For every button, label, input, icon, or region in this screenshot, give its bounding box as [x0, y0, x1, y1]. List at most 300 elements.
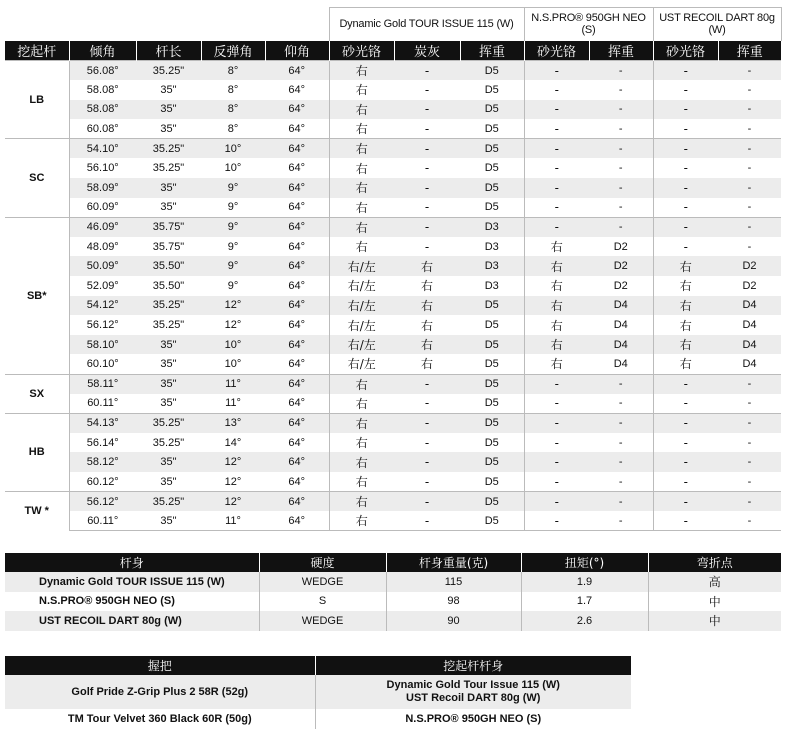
spec-row [5, 433, 781, 453]
spec-cell: 35" [160, 83, 177, 96]
spec-cell: 56.14° [86, 436, 119, 449]
spec-cell: 35" [160, 201, 177, 214]
spec-cell: 60.10° [86, 357, 119, 370]
spec-cell: 64° [265, 492, 329, 512]
spec-cell: - [747, 240, 752, 253]
spec-cell: - [718, 217, 781, 237]
spec-cell: 64° [265, 100, 329, 120]
spec-cell: - [589, 61, 653, 81]
column-header: 挖起杆 [5, 41, 69, 61]
spec-cell: 右 [679, 357, 692, 372]
spec-cell: D3 [460, 237, 524, 257]
spec-cell: D4 [742, 357, 757, 370]
spec-cell: 35.25" [136, 61, 201, 81]
spec-cell: D4 [589, 354, 653, 374]
spec-cell: 58.08° [69, 100, 136, 120]
spec-row [5, 61, 781, 81]
spec-cell: D5 [460, 433, 524, 453]
grip-shafts [315, 675, 631, 709]
spec-cell: - [589, 139, 653, 159]
spec-cell: 64° [265, 433, 329, 453]
spec-cell: 13° [201, 413, 265, 433]
spec-cell: - [747, 397, 752, 410]
spec-cell: 右 [550, 279, 563, 294]
column-header-row [5, 41, 781, 61]
shaft-name: Dynamic Gold TOUR ISSUE 115 (W) [5, 572, 259, 592]
spec-cell: 12° [224, 319, 242, 332]
shaft-table-header-row [5, 553, 781, 572]
spec-cell: - [524, 413, 589, 433]
spec-cell: 右 [329, 374, 394, 394]
spec-table-body [5, 61, 781, 531]
shaft-value: 1.9 [521, 572, 648, 592]
model-name: SB* [5, 217, 69, 374]
spec-cell: - [424, 121, 430, 136]
spec-cell: 9° [227, 201, 239, 214]
spec-cell: D5 [460, 354, 524, 374]
shaft-table-header: 杆身重量(克) [386, 553, 521, 572]
spec-cell: - [747, 436, 752, 449]
spec-row [5, 198, 781, 218]
spec-cell: 58.09° [69, 178, 136, 198]
column-header: 挥重 [589, 41, 653, 61]
grip-table-header-row [5, 656, 631, 675]
spec-cell: - [683, 474, 688, 489]
spec-cell: - [653, 452, 718, 472]
spec-cell: 64° [265, 237, 329, 257]
grip-header: 握把 [5, 656, 315, 675]
spec-cell: D3 [460, 276, 524, 296]
spec-cell: 右 [355, 161, 368, 176]
spec-cell: - [718, 100, 781, 120]
spec-cell: 10° [224, 357, 242, 370]
spec-cell: 35.75" [136, 217, 201, 237]
shaft-value: 90 [386, 611, 521, 631]
spec-cell: 右 [329, 61, 394, 81]
shaft-value: WEDGE [259, 611, 386, 631]
shaft-value: WEDGE [259, 572, 386, 592]
spec-cell: D4 [589, 335, 653, 355]
model-name: SC [5, 139, 69, 217]
spec-cell: D5 [460, 158, 524, 178]
spec-cell: D4 [742, 319, 757, 332]
spec-cell: - [653, 511, 718, 531]
shaft-spec-table [5, 553, 781, 631]
spec-row [5, 394, 781, 414]
spec-cell: 58.10° [69, 335, 136, 355]
spec-cell: D5 [460, 61, 524, 81]
spec-cell: D5 [460, 178, 524, 198]
spec-cell: 右 [355, 240, 368, 255]
spec-cell: - [554, 435, 559, 450]
spec-cell: 12° [201, 492, 265, 512]
spec-cell: 35.25" [152, 319, 185, 332]
spec-row [5, 413, 781, 433]
spec-row [5, 256, 781, 276]
model-name: HB [5, 413, 69, 491]
spec-cell: - [394, 511, 460, 531]
spec-cell: - [718, 413, 781, 433]
spec-cell: - [589, 178, 653, 198]
spec-cell: 右 [420, 357, 433, 372]
spec-cell: 64° [265, 452, 329, 472]
spec-cell: - [718, 139, 781, 159]
spec-cell: D2 [589, 276, 653, 296]
shaft-value: 中 [648, 611, 781, 631]
spec-cell: - [554, 474, 559, 489]
column-header: 挥重 [718, 41, 781, 61]
spec-cell: 8° [227, 83, 239, 96]
spec-cell: 右 [420, 318, 433, 333]
spec-cell: 56.12° [69, 492, 136, 512]
spec-cell: - [589, 198, 653, 218]
spec-cell: 8° [201, 100, 265, 120]
spec-cell: 35" [136, 374, 201, 394]
spec-row [5, 354, 781, 374]
grip-row [5, 675, 631, 709]
spec-cell: - [524, 178, 589, 198]
spec-cell: - [554, 82, 559, 97]
spec-cell: D3 [460, 256, 524, 276]
spec-cell: - [394, 452, 460, 472]
spec-cell: 64° [265, 198, 329, 218]
shaft-table-header: 扭矩(°) [521, 553, 648, 572]
spec-cell: - [424, 239, 430, 254]
spec-cell: - [683, 161, 688, 176]
spec-cell: - [747, 122, 752, 135]
column-header: 砂光铬 [329, 41, 394, 61]
spec-cell: 9° [201, 178, 265, 198]
spec-cell: D4 [718, 296, 781, 316]
shaft-value: 高 [648, 572, 781, 592]
spec-cell: 右 [524, 335, 589, 355]
spec-cell: 右 [355, 436, 368, 451]
spec-cell: - [589, 472, 653, 492]
spec-cell: - [683, 239, 688, 254]
shaft-header-ns-pro: N.S.PRO® 950GH NEO (S) [524, 8, 653, 41]
shaft-name: UST RECOIL DART 80g (W) [5, 611, 259, 631]
spec-cell: 10° [201, 335, 265, 355]
spec-cell: 右/左 [329, 335, 394, 355]
column-header: 倾角 [69, 41, 136, 61]
spec-cell: - [683, 396, 688, 411]
spec-cell: - [718, 511, 781, 531]
spec-cell: - [653, 61, 718, 81]
spec-cell: - [394, 217, 460, 237]
shaft-table-body [5, 572, 781, 631]
spec-cell: D4 [589, 296, 653, 316]
spec-cell: - [653, 374, 718, 394]
spec-cell: 56.08° [69, 61, 136, 81]
shaft-name: N.S.PRO® 950GH NEO (S) [5, 592, 259, 612]
spec-cell: D5 [460, 315, 524, 335]
spec-cell: 52.09° [86, 279, 119, 292]
shaft-table-header: 硬度 [259, 553, 386, 572]
spec-cell: D3 [460, 217, 524, 237]
spec-row [5, 139, 781, 159]
spec-cell: 右/左 [329, 256, 394, 276]
spec-row [5, 335, 781, 355]
spec-cell: - [653, 492, 718, 512]
spec-cell: D5 [460, 374, 524, 394]
spec-cell: - [589, 217, 653, 237]
spec-cell: 54.10° [69, 139, 136, 159]
spec-cell: - [683, 435, 688, 450]
spec-cell: 右/左 [347, 318, 376, 333]
spec-cell: - [524, 511, 589, 531]
spec-cell: 64° [265, 217, 329, 237]
spec-cell: 右 [420, 279, 433, 294]
shaft-header-row [5, 8, 781, 41]
spec-cell: 50.09° [69, 256, 136, 276]
spec-cell: 60.11° [87, 397, 119, 410]
spec-cell: 右 [355, 83, 368, 98]
spec-row [5, 100, 781, 120]
spec-cell: 10° [224, 162, 242, 175]
spec-cell: D4 [589, 315, 653, 335]
spec-cell: 64° [265, 158, 329, 178]
spec-cell: 右 [329, 178, 394, 198]
shaft-value: 115 [386, 572, 521, 592]
spec-cell: 64° [265, 315, 329, 335]
spec-cell: 右 [355, 122, 368, 137]
spec-cell: 右 [329, 100, 394, 120]
spec-cell: 右 [679, 318, 692, 333]
spec-cell: 64° [265, 374, 329, 394]
spec-cell: - [653, 413, 718, 433]
shaft-row [5, 572, 781, 592]
spec-cell: - [554, 161, 559, 176]
spec-cell: 35.25" [136, 296, 201, 316]
spec-row [5, 158, 781, 178]
spec-cell: - [653, 217, 718, 237]
spec-cell: - [394, 139, 460, 159]
spec-cell: D5 [460, 511, 524, 531]
spec-cell: - [683, 200, 688, 215]
shaft-header-ust-recoil: UST RECOIL DART 80g (W) [653, 8, 781, 41]
spec-cell: 右 [394, 335, 460, 355]
column-header: 砂光铬 [653, 41, 718, 61]
spec-cell: - [524, 217, 589, 237]
spec-cell: 9° [227, 279, 239, 292]
grip-shaft-name: Dynamic Gold Tour Issue 115 (W) [386, 679, 560, 691]
spec-cell: 右 [394, 256, 460, 276]
spec-cell: 35" [136, 178, 201, 198]
spec-cell: - [524, 374, 589, 394]
spec-cell: - [424, 396, 430, 411]
spec-row [5, 315, 781, 335]
spec-cell: 右 [329, 217, 394, 237]
spec-cell: 右/左 [347, 357, 376, 372]
spec-cell: 右 [355, 396, 368, 411]
spec-cell: D2 [718, 256, 781, 276]
spec-cell: - [589, 492, 653, 512]
spec-cell: - [424, 82, 430, 97]
spec-cell: 11° [201, 374, 265, 394]
grip-name: TM Tour Velvet 360 Black 60R (50g) [5, 709, 315, 729]
spec-cell: 8° [227, 122, 239, 135]
spec-cell: - [554, 121, 559, 136]
spec-cell: D5 [460, 100, 524, 120]
spec-cell: 右/左 [329, 296, 394, 316]
spec-row [5, 452, 781, 472]
spec-cell: 35.75" [152, 240, 185, 253]
spec-cell: - [394, 61, 460, 81]
spec-cell: 54.12° [69, 296, 136, 316]
spec-cell: D2 [589, 237, 653, 257]
column-header: 杆长 [136, 41, 201, 61]
spec-cell: - [524, 492, 589, 512]
spec-cell: 右 [394, 296, 460, 316]
spec-cell: - [653, 100, 718, 120]
spec-cell: 56.12° [86, 319, 119, 332]
shaft-row [5, 611, 781, 631]
spec-cell: 12° [201, 452, 265, 472]
spec-cell: - [394, 100, 460, 120]
spec-cell: 35.50" [152, 279, 185, 292]
spec-cell: 右 [524, 256, 589, 276]
spec-cell: 64° [265, 511, 329, 531]
spec-cell: 35" [136, 100, 201, 120]
spec-cell: 右 [653, 256, 718, 276]
shaft-row [5, 592, 781, 612]
spec-cell: 右 [329, 139, 394, 159]
column-header: 挥重 [460, 41, 524, 61]
spec-cell: D5 [460, 335, 524, 355]
spec-cell: - [424, 435, 430, 450]
spec-cell: 右 [524, 296, 589, 316]
spec-cell: - [589, 80, 653, 100]
spec-cell: - [589, 119, 653, 139]
spec-row [5, 237, 781, 257]
spec-cell: - [589, 394, 653, 414]
shaft-value: 2.6 [521, 611, 648, 631]
spec-cell: - [524, 452, 589, 472]
spec-cell: 60.09° [86, 201, 119, 214]
spec-cell: 35.25" [136, 413, 201, 433]
spec-cell: - [718, 452, 781, 472]
spec-cell: - [589, 100, 653, 120]
spec-cell: - [718, 492, 781, 512]
spec-cell: - [747, 83, 752, 96]
spec-row [5, 296, 781, 316]
spec-cell: - [589, 374, 653, 394]
spec-row [5, 217, 781, 237]
spec-cell: 右 [355, 200, 368, 215]
spec-cell: 58.11° [69, 374, 136, 394]
spec-cell: 58.12° [69, 452, 136, 472]
spec-cell: 35" [136, 335, 201, 355]
spec-cell: 64° [265, 139, 329, 159]
spec-cell: - [524, 100, 589, 120]
spec-cell: - [747, 475, 752, 488]
spec-row [5, 472, 781, 492]
spec-cell: 11° [225, 397, 241, 410]
spec-cell: - [524, 139, 589, 159]
model-name: TW * [5, 492, 69, 531]
spec-cell: 64° [265, 335, 329, 355]
shaft-table-header: 杆身 [5, 553, 259, 572]
spec-cell: 48.09° [86, 240, 119, 253]
spec-cell: - [424, 161, 430, 176]
spec-cell: 右 [329, 413, 394, 433]
column-header: 炭灰 [394, 41, 460, 61]
spec-cell: - [653, 178, 718, 198]
spec-cell: 46.09° [69, 217, 136, 237]
spec-cell: - [589, 158, 653, 178]
spec-cell: D5 [460, 413, 524, 433]
spec-cell: - [683, 82, 688, 97]
shaft-value: 1.7 [521, 592, 648, 612]
spec-cell: - [589, 433, 653, 453]
spec-cell: 10° [201, 139, 265, 159]
spec-cell: 56.10° [86, 162, 119, 175]
grip-shaft-name: UST Recoil DART 80g (W) [406, 692, 541, 704]
spec-cell: - [718, 61, 781, 81]
spec-cell: 60.08° [86, 122, 119, 135]
spec-cell: 35.50" [136, 256, 201, 276]
spec-cell: 64° [265, 276, 329, 296]
spec-cell: - [394, 413, 460, 433]
spec-cell: - [747, 162, 752, 175]
spec-cell: 64° [265, 119, 329, 139]
spec-cell: 右 [653, 335, 718, 355]
spec-cell: D5 [460, 119, 524, 139]
spec-cell: 60.12° [86, 475, 119, 488]
spec-cell: - [394, 492, 460, 512]
spec-cell: - [589, 452, 653, 472]
spec-cell: 35" [136, 452, 201, 472]
spec-cell: - [683, 121, 688, 136]
spec-cell: 右 [329, 492, 394, 512]
spec-cell: 35.25" [152, 436, 185, 449]
spec-cell: D5 [460, 452, 524, 472]
wedge-shaft-header: 挖起杆杆身 [315, 656, 631, 675]
spec-cell: 右 [679, 279, 692, 294]
grip-shaft-name: N.S.PRO® 950GH NEO (S) [405, 712, 542, 725]
spec-cell: 60.11° [69, 511, 136, 531]
spec-cell: 8° [201, 61, 265, 81]
spec-cell: D5 [460, 80, 524, 100]
spec-cell: - [589, 413, 653, 433]
spec-cell: - [554, 396, 559, 411]
spec-cell: 35.25" [136, 139, 201, 159]
spec-cell: - [718, 374, 781, 394]
spec-cell: 右 [550, 318, 563, 333]
spec-cell: - [524, 61, 589, 81]
spec-cell: 12° [201, 296, 265, 316]
spec-cell: - [554, 200, 559, 215]
shaft-table-header: 弯折点 [648, 553, 781, 572]
spec-cell: 右 [329, 452, 394, 472]
shaft-value: 中 [708, 594, 721, 609]
spec-cell: 64° [265, 354, 329, 374]
spec-cell: 64° [265, 472, 329, 492]
spec-cell: 35" [160, 357, 177, 370]
model-name: LB [5, 61, 69, 139]
spec-cell: 64° [265, 296, 329, 316]
spec-cell: 11° [201, 511, 265, 531]
spec-cell: 9° [201, 217, 265, 237]
spec-cell: 右 [550, 357, 563, 372]
spec-cell: - [424, 474, 430, 489]
shaft-header-dynamic-gold: Dynamic Gold TOUR ISSUE 115 (W) [329, 8, 524, 41]
spec-cell: 右 [355, 475, 368, 490]
spec-cell: - [394, 178, 460, 198]
spec-cell: D5 [460, 472, 524, 492]
spec-row [5, 276, 781, 296]
spec-cell: 58.08° [86, 83, 119, 96]
